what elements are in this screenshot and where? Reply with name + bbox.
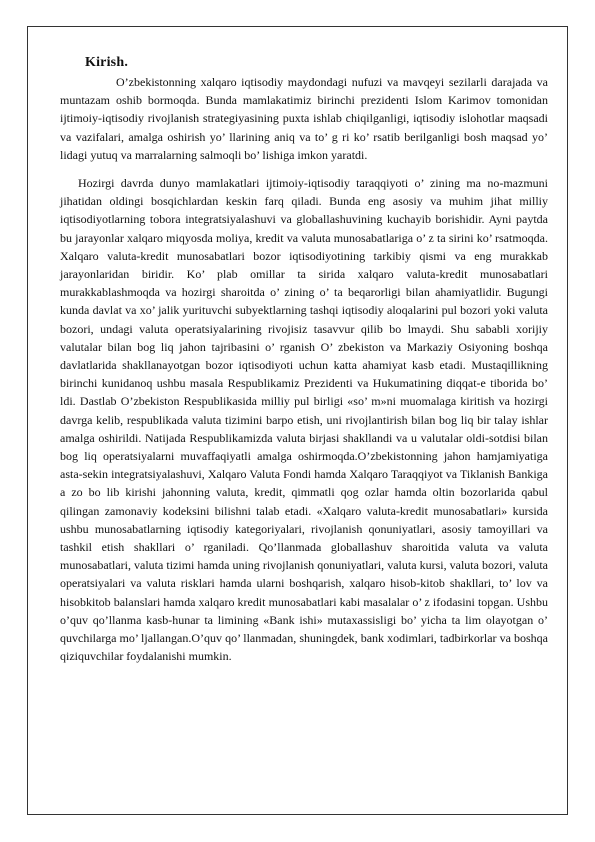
document-body [60, 55, 548, 666]
intro-paragraph: O’zbekistonning xalqaro iqtisodiy maydondagi nufuzi va mavqeyi sezilarli darajada va muntazam oshib bormoqda. Bunda mamlakatimiz birinchi prezidenti Islom Karimov tomonidan ijtimoiy-iqtisodiy rivojlanish strategiyasining puxta ishlab chiqilganligi, iqtisodiy islohotlar maqsadi va vazifalari, amalga oshirish yo’ llarining aniq va to’ g ri ko’ rsatib berilganligi bosh maqsad yo’ lidagi yutuq va marralarning salmoqli bo’ lishiga imkon yaratdi. [60, 75, 548, 162]
main-paragraph: Hozirgi davrda dunyo mamlakatlari ijtimoiy-iqtisodiy taraqqiyoti o’ zining ma no-mazmuni jihatidan oldingi bosqichlardan keskin farq qiladi. Bunda eng asosiy va muhim jihat milliy iqtisodiyotlarning tobora integratsiyalashuvi va globallashuvining kuchayib borishidir. Ayni paytda bu jarayonlar xalqaro miqyosda moliya, kredit va valuta munosabatlariga o’ z ta sirini ko’ rsatmoqda. Xalqaro valuta-kredit munosabatlari bozor iqtisodiyotining tarkibiy qismi va eng murakkab jarayonlaridan biridir. Ko’ plab omillar ta sirida xalqaro valuta-kredit munosabatlari murakkablashmoqda va hozirgi sharoitda o’ zining o’ ta beqarorligi bilan ahamiyatlidir. Bugungi kunda davlat va xo’ jalik yurituvchi subyektlarning tashqi iqtisodiy aloqalarini pul bozori yoki valuta bozori, undagi valuta operatsiyalarining rivojisiz tasavvur qilib bo lmaydi. Shu sababli xorijiy valutalar bilan bog liq jahon tajribasini o’ rganish O’ zbekiston va Markaziy Osiyoning boshqa davlatlarida shakllanayotgan bozor iqtisodiyoti uchun katta ahamiyat kasb etadi. Mustaqillikning birinchi kunidanoq ushbu masala Respublikamiz Prezidenti va Hukumatining diqqat-e tiborida bo’ ldi. Dastlab O’zbekiston Respublikasida milliy pul birligi «so’ m»ni muomalaga kiritish va hozirgi davrga kelib, respublikada valuta tizimini barpo etish, uni rivojlantirish bilan bog liq bir talay ishlar amalga oshirildi. Natijada Respublikamizda valuta birjasi shakllandi va u valutalar oldi-sotdisi bilan bog liq operatsiyalarni muvaffaqiyatli amalga oshirmoqda.O’zbekistonning jahon hamjamiyatiga asta-sekin integratsiyalashuvi, Xalqaro Valuta Fondi hamda Xalqaro Taraqqiyot va Tiklanish Bankiga a zo bo lib kirishi jahonning valuta, kredit, qimmatli qog ozlar hamda oltin bozorlarida qabul qilingan zamonaviy kodeksini bilishni talab etadi. «Xalqaro valuta-kredit munosabatlari» kursida ushbu munosabatlarning iqtisodiy kategoriyalari, rivojlanish qonuniyatlari, asosiy tamoyillari va tashkil etish shakllari o’ rganiladi. Qo’llanmada globallashuv sharoitida valuta va valuta munosabatlari, valuta tizimi hamda uning rivojlanish qonuniyatlari, valuta kursi, valuta bozori, valuta operatsiyalari va valuta risklari hamda ularni boshqarish, xalqaro hisob-kitob shakllari, to’ lov va hisobkitob balanslari hamda xalqaro kredit munosabatlari kabi masalalar o’ z ifodasini topgan. Ushbu o’quv qo’llanma kasb-hunar ta limining «Bank ishi» mutaxassisligi bo’ yicha ta lim olayotgan o’ quvchilarga mo’ ljallangan.O’quv qo’ llanmadan, shuningdek, bank xodimlari, tadbirkorlar va boshqa qiziquvchilar foydalanishi mumkin. [60, 176, 548, 664]
section-heading: Kirish. [85, 55, 129, 70]
